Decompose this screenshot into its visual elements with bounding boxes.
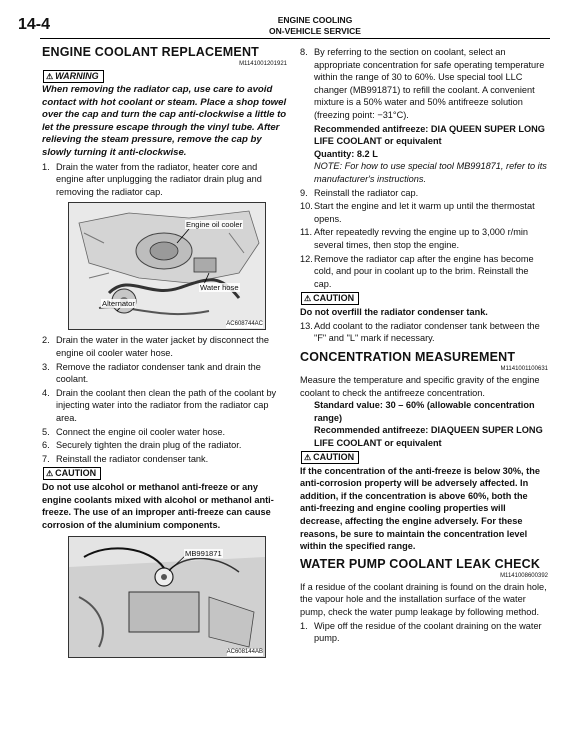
standard-value: Standard value: 30 – 60% (allowable concentration range)	[314, 400, 535, 423]
step-item: 12. Remove the radiator cap after the engine has become cold, and pour in coolant up to the brim. Reinstall the cap.	[300, 253, 534, 289]
page-header	[0, 0, 587, 40]
leak-check-text: If a residue of the coolant draining is found on the drain hole, the vapour hole and the installation surface of the water pump, check the water pump leakage by following method.	[300, 581, 547, 617]
step-item: 11. After repeatedly revving the engine up to 3,000 r/min several times, then stop the engine.	[300, 227, 528, 250]
page-number: 14-4	[18, 16, 51, 33]
step-item: 10. Start the engine and let it warm up until the thermostat opens.	[300, 201, 535, 224]
step-item: 4. Drain the coolant then clean the path of the coolant by injecting water into the radiator from the radiator cap area.	[42, 387, 277, 423]
step-item: 7. Reinstall the radiator condenser tank.	[42, 453, 209, 464]
coolant-quantity: Quantity: 8.2 L	[314, 148, 378, 159]
step-item: 1. Wipe off the residue of the coolant draining on the water pump.	[300, 620, 542, 644]
step-item: 5. Connect the engine oil cooler water hose.	[42, 426, 226, 437]
steps-list	[300, 187, 548, 291]
steps-list	[42, 334, 287, 465]
warning-triangle-icon: ⚠	[46, 72, 54, 81]
step-item: 8. By referring to the section on coolant, select an appropriate concentration for safe operating temperature within the range of 30 to 60%. Use special tool LLC changer (MB991871) to refill the coolant. A convenient mixture is a 50% water and 50% antifreeze solution (freezing point: −31°C).	[300, 47, 545, 120]
leak-check-heading: WATER PUMP COOLANT LEAK CHECK	[300, 556, 541, 571]
llc-changer-figure	[68, 536, 266, 658]
concentration-text: Measure the temperature and specific gravity of the engine coolant to check the antifreeze concentration.	[300, 375, 540, 398]
water-hose-label: Water hose	[200, 283, 239, 293]
warning-triangle-icon: ⚠	[46, 469, 54, 479]
section-code: M1141001201921	[239, 61, 287, 67]
section-title-line1: ENGINE COOLING	[277, 15, 353, 25]
warning-label: ⚠ WARNING	[43, 70, 104, 83]
section-code: M1141008600392	[500, 572, 548, 579]
section-title-line2: ON-VEHICLE SERVICE	[269, 26, 361, 36]
engine-oil-cooler-label: Engine oil cooler	[186, 220, 243, 230]
engine-oil-cooler-figure	[68, 202, 266, 330]
warning-triangle-icon: ⚠	[304, 452, 312, 462]
figure-code: AC608744AC	[226, 321, 263, 328]
section-title	[240, 15, 390, 37]
step-item: 6. Securely tighten the drain plug of the radiator.	[42, 440, 242, 451]
alternator-label: Alternator	[102, 299, 135, 309]
warning-text: When removing the radiator cap, use care to avoid contact with hot coolant or steam. Place a shop towel over the cap and turn the cap anti-clockwise a little to let the pressure escape through the vinyl tube. After relieving the steam pressure, remove the cap by slowly turning it anti-clockwise.	[42, 84, 287, 158]
caution-label: ⚠ CAUTION	[43, 467, 101, 480]
recommended-antifreeze: Recommended antifreeze: DIAQUEEN SUPER LONG LIFE COOLANT or equivalent	[314, 425, 543, 449]
step-item: 9. Reinstall the radiator cap.	[300, 187, 419, 198]
concentration-heading: CONCENTRATION MEASUREMENT	[300, 350, 516, 365]
right-column	[300, 45, 548, 646]
recommended-antifreeze: Recommended antifreeze: DIA QUEEN SUPER LONG LIFE COOLANT or equivalent	[314, 123, 545, 147]
step-item: 13. Add coolant to the radiator condenser tank between the "F" and "L" mark if necessary.	[300, 320, 540, 344]
left-column	[42, 45, 287, 662]
caution-text: Do not use alcohol or methanol anti-freeze or any engine coolants mixed with alcohol or methanol anti-freeze. The use of an improper anti-freeze can cause corrosion of the aluminium components.	[42, 482, 274, 531]
header-divider	[40, 38, 550, 39]
tool-mb991871-label: MB991871	[185, 548, 222, 558]
step-item: 3. Remove the radiator condenser tank and drain the coolant.	[42, 361, 261, 385]
warning-triangle-icon: ⚠	[304, 294, 312, 304]
caution-text: If the concentration of the anti-freeze is below 30%, the anti-corrosion property will be adversely affected. In addition, if the concentration is above 60%, both the anti-freezing and engine cooling properties will decrease, affecting the engine adversely. For these reasons, be sure to maintain the concentration level within the specified range.	[300, 465, 540, 552]
step-item: 1. Drain the water from the radiator, heater core and engine after unplugging the radiator drain plug and removing the radiator cap.	[42, 161, 262, 197]
step-item: 2. Drain the water in the water jacket by disconnect the engine oil cooler water hose.	[42, 335, 269, 358]
coolant-replacement-heading: ENGINE COOLANT REPLACEMENT	[42, 45, 260, 59]
note-text: NOTE: For how to use special tool MB991871, refer to its manufacturer's instructions.	[314, 161, 547, 184]
figure-code: AC608144AB	[226, 648, 263, 655]
llc-changer-illustration	[69, 537, 265, 657]
section-code: M1141001100631	[500, 366, 548, 373]
caution-label: ⚠ CAUTION	[301, 292, 359, 305]
caution-text: Do not overfill the radiator condenser tank.	[300, 307, 488, 318]
caution-label: ⚠ CAUTION	[301, 451, 359, 464]
